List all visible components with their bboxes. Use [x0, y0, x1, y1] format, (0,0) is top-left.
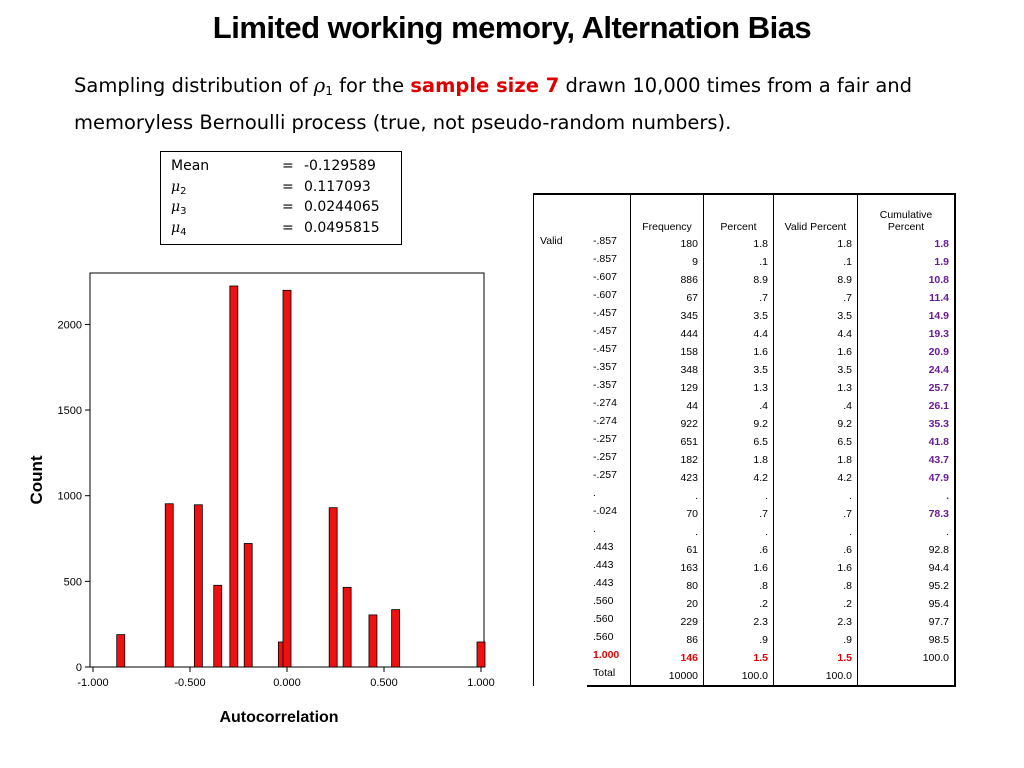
cumulative-percent-cell: 1.9: [858, 253, 956, 271]
moment-row: [171, 158, 399, 178]
row-value: -.357: [593, 361, 617, 373]
sample-size-highlight: sample size 7: [410, 74, 560, 97]
frequency-cell: 922: [631, 415, 704, 433]
cumulative-percent-cell: 100.0: [858, 649, 956, 667]
x-tick-label: -1.000: [77, 677, 109, 689]
cumulative-percent-cell: 94.4: [858, 559, 956, 577]
percent-cell: 3.5: [704, 307, 774, 325]
row-group-label: [534, 415, 588, 433]
cumulative-percent-cell: 14.9: [858, 307, 956, 325]
percent-cell: 8.9: [704, 271, 774, 289]
valid-percent-cell: .9: [774, 631, 858, 649]
cumulative-percent-cell: 95.4: [858, 595, 956, 613]
moment-value: -0.129589: [304, 158, 376, 174]
cumulative-percent-cell: 78.3: [858, 505, 956, 523]
cumulative-percent-cell: [858, 667, 956, 686]
header-percent: Percent: [704, 194, 774, 235]
valid-percent-cell: 1.5: [774, 649, 858, 667]
frequency-cell: 86: [631, 631, 704, 649]
valid-percent-cell: 1.3: [774, 379, 858, 397]
row-value: .443: [593, 559, 614, 571]
cumulative-percent-cell: 47.9: [858, 469, 956, 487]
valid-percent-cell: 9.2: [774, 415, 858, 433]
valid-percent-cell: .7: [774, 505, 858, 523]
row-value: .560: [593, 631, 614, 643]
frequency-cell: 129: [631, 379, 704, 397]
row-group-label: [534, 433, 588, 451]
valid-percent-cell: 4.4: [774, 325, 858, 343]
header-valid-percent: Valid Percent: [774, 194, 858, 235]
row-group-label: [534, 523, 588, 541]
desc-text-2: for the: [332, 74, 411, 97]
row-group-label: [534, 379, 588, 397]
row-value: -.857: [593, 253, 617, 265]
percent-cell: 1.3: [704, 379, 774, 397]
histogram-bar: [369, 615, 377, 667]
row-group-label: [534, 307, 588, 325]
row-group-label: [534, 487, 588, 505]
frequency-cell: 345: [631, 307, 704, 325]
valid-percent-cell: 3.5: [774, 361, 858, 379]
cumulative-percent-cell: 20.9: [858, 343, 956, 361]
slide-title: Limited working memory, Alternation Bias: [212, 10, 812, 45]
row-group-label: [534, 541, 588, 559]
row-group-label: [534, 559, 588, 577]
percent-cell: 6.5: [704, 433, 774, 451]
equals-sign: =: [282, 178, 294, 195]
table-row: [534, 505, 956, 523]
valid-percent-cell: 8.9: [774, 271, 858, 289]
row-value: -.024: [593, 505, 617, 517]
row-value: -.274: [593, 397, 617, 409]
row-group-label: [534, 325, 588, 343]
x-tick-label: 1.000: [467, 677, 495, 689]
row-group-label: Valid: [534, 235, 588, 253]
moment-label: $\mu_3$: [171, 199, 187, 217]
percent-cell: 1.5: [704, 649, 774, 667]
cumulative-percent-cell: 41.8: [858, 433, 956, 451]
valid-percent-cell: .2: [774, 595, 858, 613]
valid-percent-cell: 2.3: [774, 613, 858, 631]
row-group-label: [534, 397, 588, 415]
cumulative-percent-cell: 95.2: [858, 577, 956, 595]
percent-cell: .7: [704, 505, 774, 523]
row-value: -.257: [593, 451, 617, 463]
frequency-cell: 229: [631, 613, 704, 631]
frequency-cell: 61: [631, 541, 704, 559]
frequency-cell: 163: [631, 559, 704, 577]
valid-percent-cell: .1: [774, 253, 858, 271]
valid-percent-cell: 6.5: [774, 433, 858, 451]
valid-percent-cell: 3.5: [774, 307, 858, 325]
frequency-cell: 10000: [631, 667, 704, 686]
row-value: -.607: [593, 271, 617, 283]
histogram-bar: [283, 290, 291, 667]
table-row: [534, 667, 956, 686]
cumulative-percent-cell: 43.7: [858, 451, 956, 469]
row-group-label: [534, 253, 588, 271]
moment-value: 0.117093: [304, 178, 371, 195]
cumulative-percent-cell: .: [858, 523, 956, 541]
percent-cell: .2: [704, 595, 774, 613]
row-group-label: [534, 451, 588, 469]
moment-value: 0.0244065: [304, 199, 380, 215]
frequency-cell: 80: [631, 577, 704, 595]
row-value: .560: [593, 613, 614, 625]
frequency-cell: 886: [631, 271, 704, 289]
equals-sign: =: [282, 219, 294, 236]
frequency-cell: 67: [631, 289, 704, 307]
percent-cell: .7: [704, 289, 774, 307]
valid-percent-cell: .: [774, 523, 858, 541]
y-tick-label: 2000: [57, 319, 82, 332]
table-row: [534, 235, 956, 253]
table-row: [534, 397, 956, 415]
table-row: [534, 613, 956, 631]
histogram-bar: [244, 543, 252, 667]
row-value: -.457: [593, 325, 617, 337]
header-cumulative-percent: Cumulative Percent: [858, 194, 956, 235]
frequency-cell: 348: [631, 361, 704, 379]
cumulative-percent-cell: 24.4: [858, 361, 956, 379]
histogram-bar: [117, 635, 125, 667]
table-row: [534, 451, 956, 469]
y-tick-label: 500: [63, 576, 82, 589]
row-group-label: [534, 667, 588, 686]
valid-percent-cell: .4: [774, 397, 858, 415]
histogram-bar: [194, 505, 202, 667]
frequency-cell: .: [631, 487, 704, 505]
percent-cell: 1.6: [704, 559, 774, 577]
frequency-cell: 158: [631, 343, 704, 361]
frequency-cell: 146: [631, 649, 704, 667]
frequency-cell: .: [631, 523, 704, 541]
moment-row: [171, 220, 399, 240]
row-group-label: [534, 361, 588, 379]
table-row: [534, 307, 956, 325]
table-row: [534, 415, 956, 433]
percent-cell: 4.2: [704, 469, 774, 487]
frequency-cell: 651: [631, 433, 704, 451]
table-row: [534, 577, 956, 595]
cumulative-percent-cell: 25.7: [858, 379, 956, 397]
percent-cell: 3.5: [704, 361, 774, 379]
cumulative-percent-cell: 98.5: [858, 631, 956, 649]
table-row: [534, 541, 956, 559]
row-group-label: [534, 505, 588, 523]
x-axis-label: Autocorrelation: [219, 709, 339, 726]
row-group-label: [534, 649, 588, 667]
slide-description: [74, 70, 974, 138]
row-value: -.257: [593, 469, 617, 481]
valid-percent-cell: 1.6: [774, 343, 858, 361]
frequency-cell: 9: [631, 253, 704, 271]
row-value: -.357: [593, 379, 617, 391]
row-group-label: [534, 271, 588, 289]
frequency-table: [533, 193, 956, 687]
row-value: -.457: [593, 343, 617, 355]
table-row: [534, 523, 956, 541]
row-value: .560: [593, 595, 614, 607]
frequency-cell: 44: [631, 397, 704, 415]
row-value: -.274: [593, 415, 617, 427]
moment-row: [171, 179, 399, 199]
moments-box: [160, 151, 402, 245]
desc-text-1: Sampling distribution of: [74, 74, 314, 97]
histogram-bar: [214, 585, 222, 667]
cumulative-percent-cell: 10.8: [858, 271, 956, 289]
row-group-label: [534, 289, 588, 307]
equals-sign: =: [282, 199, 294, 215]
valid-percent-cell: .: [774, 487, 858, 505]
row-value: .: [593, 487, 596, 499]
percent-cell: 2.3: [704, 613, 774, 631]
table-row: [534, 325, 956, 343]
x-tick-label: 0.500: [370, 677, 398, 689]
y-tick-label: 0: [75, 662, 82, 674]
percent-cell: .: [704, 487, 774, 505]
moment-label: $\mu_4$: [171, 219, 187, 238]
cumulative-percent-cell: 97.7: [858, 613, 956, 631]
x-tick-label: -0.500: [174, 677, 206, 689]
frequency-cell: 182: [631, 451, 704, 469]
percent-cell: .8: [704, 577, 774, 595]
histogram-bar: [329, 508, 337, 667]
histogram-bar: [392, 610, 400, 667]
cumulative-percent-cell: 35.3: [858, 415, 956, 433]
row-value: -.457: [593, 307, 617, 319]
header-frequency: Frequency: [631, 194, 704, 235]
valid-percent-cell: .7: [774, 289, 858, 307]
frequency-cell: 444: [631, 325, 704, 343]
row-group-label: [534, 631, 588, 649]
frequency-cell: 180: [631, 235, 704, 253]
cumulative-percent-cell: 19.3: [858, 325, 956, 343]
y-axis-label: Count: [27, 455, 46, 505]
frequency-cell: 20: [631, 595, 704, 613]
row-group-label: [534, 577, 588, 595]
percent-cell: .4: [704, 397, 774, 415]
moment-label: $\mu_2$: [171, 178, 187, 197]
table-row: [534, 649, 956, 667]
percent-cell: 1.8: [704, 235, 774, 253]
percent-cell: 1.6: [704, 343, 774, 361]
table-row: [534, 595, 956, 613]
table-row: [534, 271, 956, 289]
percent-cell: 100.0: [704, 667, 774, 686]
cumulative-percent-cell: 92.8: [858, 541, 956, 559]
valid-percent-cell: 100.0: [774, 667, 858, 686]
row-group-label: [534, 595, 588, 613]
percent-cell: 1.8: [704, 451, 774, 469]
histogram-bar: [343, 587, 351, 667]
moment-label: Mean: [171, 158, 210, 174]
row-group-label: [534, 469, 588, 487]
moment-row: [171, 199, 399, 219]
percent-cell: .1: [704, 253, 774, 271]
row-value: -.257: [593, 433, 617, 445]
row-value: -.857: [593, 235, 617, 247]
valid-percent-cell: 1.8: [774, 235, 858, 253]
histogram-bar: [165, 504, 173, 667]
desc-text-3: drawn 10,000 times from a fair and memoryless Bernoulli process (true, not pseudo-random numbers).: [74, 74, 913, 134]
rho-subscript: 1: [325, 84, 333, 98]
x-tick-label: 0.000: [273, 677, 301, 689]
valid-percent-cell: 1.8: [774, 451, 858, 469]
equals-sign: =: [282, 158, 294, 174]
table-row: [534, 469, 956, 487]
y-tick-label: 1000: [57, 490, 82, 503]
table-row: [534, 253, 956, 271]
histogram-chart: [0, 260, 520, 740]
row-value: 1.000: [593, 649, 620, 661]
table-row: [534, 361, 956, 379]
table-row: [534, 487, 956, 505]
cumulative-percent-cell: 1.8: [858, 235, 956, 253]
table-row: [534, 631, 956, 649]
cumulative-percent-cell: 26.1: [858, 397, 956, 415]
row-value: -.607: [593, 289, 617, 301]
percent-cell: 9.2: [704, 415, 774, 433]
table-row: [534, 559, 956, 577]
valid-percent-cell: .6: [774, 541, 858, 559]
row-group-label: [534, 613, 588, 631]
row-group-label: [534, 343, 588, 361]
cumulative-percent-cell: 11.4: [858, 289, 956, 307]
frequency-cell: 70: [631, 505, 704, 523]
table-row: [534, 289, 956, 307]
valid-percent-cell: .8: [774, 577, 858, 595]
row-value: Total: [587, 667, 631, 686]
frequency-cell: 423: [631, 469, 704, 487]
percent-cell: 4.4: [704, 325, 774, 343]
histogram-bar: [477, 642, 485, 667]
table-row: [534, 343, 956, 361]
table-row: [534, 379, 956, 397]
row-value: .: [593, 523, 596, 535]
table-corner: [534, 194, 631, 235]
cumulative-percent-cell: .: [858, 487, 956, 505]
percent-cell: .: [704, 523, 774, 541]
table-row: [534, 433, 956, 451]
valid-percent-cell: 4.2: [774, 469, 858, 487]
y-tick-label: 1500: [57, 405, 82, 418]
percent-cell: .6: [704, 541, 774, 559]
moment-value: 0.0495815: [304, 219, 380, 236]
rho-symbol: ρ: [313, 74, 326, 97]
histogram-bar: [230, 286, 238, 667]
row-value: .443: [593, 577, 614, 589]
valid-percent-cell: 1.6: [774, 559, 858, 577]
percent-cell: .9: [704, 631, 774, 649]
row-value: .443: [593, 541, 614, 553]
